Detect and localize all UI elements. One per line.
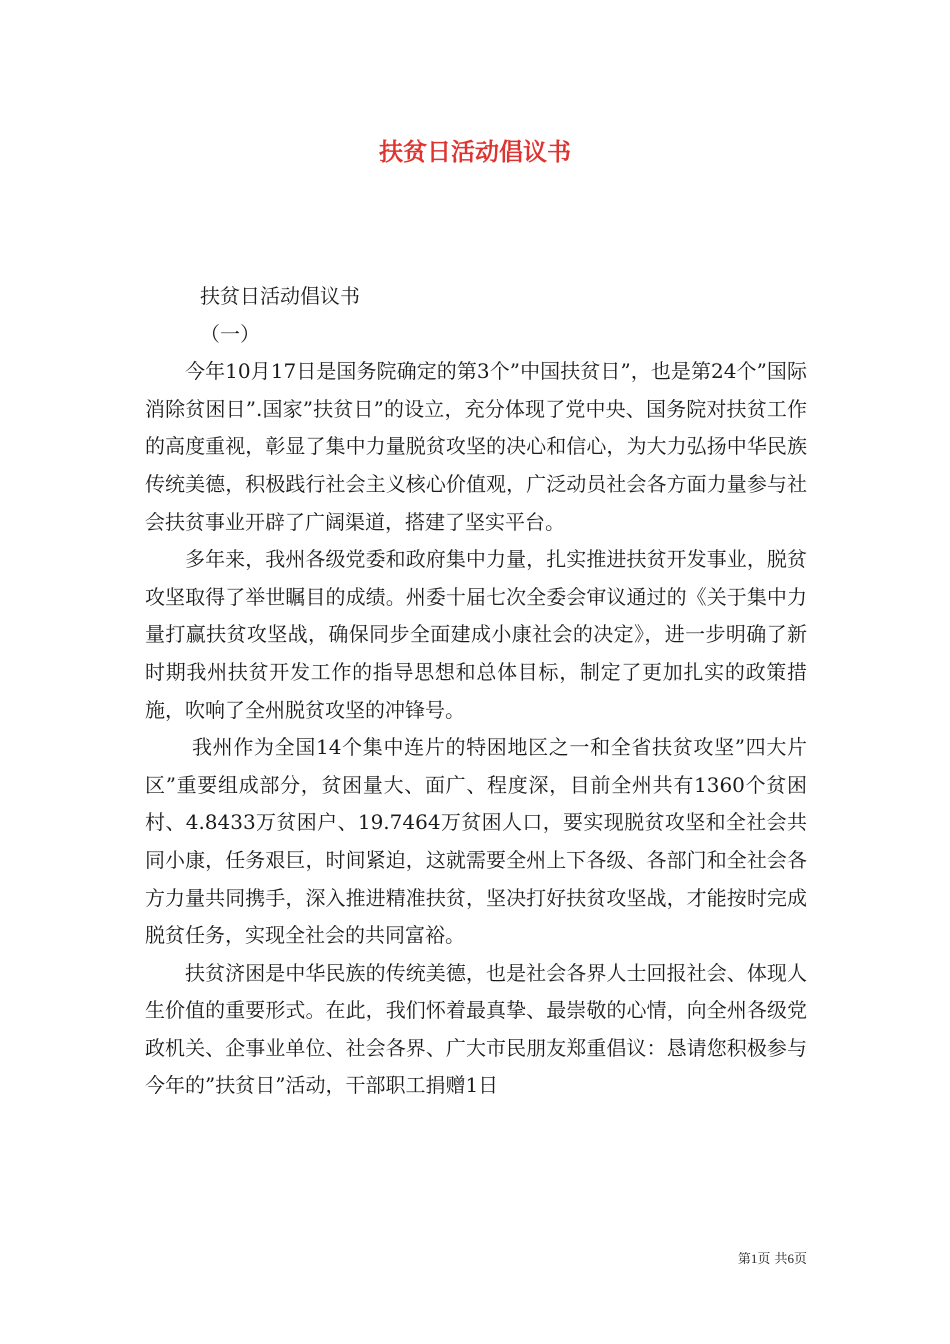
page-number-footer: [738, 1248, 807, 1267]
footer-prefix: 第: [737, 1252, 751, 1267]
paragraph: 我州作为全国14个集中连片的特困地区之一和全省扶贫攻坚”四大片区”重要组成部分，贫困量大、面广、程度深，目前全州共有1360个贫困村、4.8433万贫困户、19.7464万贫困人口，要实现脱贫攻坚和全社会共同小康，任务艰巨，时间紧迫，这就需要全州上下各级、各部门和全社会各方力量共同携手，深入推进精准扶贫，坚决打好扶贫攻坚战，才能按时完成脱贫任务，实现全社会的共同富裕。: [145, 735, 807, 948]
paragraph: 今年10月17日是国务院确定的第3个”中国扶贫日”，也是第24个”国际消除贫困日”.国家”扶贫日”的设立，充分体现了党中央、国务院对扶贫工作的高度重视，彰显了集中力量脱贫攻坚的决心和信心，为大力弘扬中华民族传统美德，积极践行社会主义核心价值观，广泛动员社会各方面力量参与社会扶贫事业开辟了广阔渠道，搭建了坚实平台。: [145, 359, 807, 534]
footer-current-page: 1: [750, 1251, 758, 1266]
footer-suffix: 页: [793, 1252, 807, 1267]
footer-middle: 页 共: [757, 1252, 788, 1267]
paragraph: 扶贫济困是中华民族的传统美德，也是社会各界人士回报社会、体现人生价值的重要形式。在此，我们怀着最真挚、最崇敬的心情，向全州各级党政机关、企事业单位、社会各界、广大市民朋友郑重倡议：恳请您积极参与今年的”扶贫日”活动，干部职工捐赠1日: [145, 960, 807, 1098]
document-body: [145, 278, 807, 1105]
page-title: 扶贫日活动倡议书: [379, 137, 571, 166]
section-marker: （一）: [200, 321, 260, 346]
footer-total-pages: 6: [787, 1251, 794, 1266]
document-subtitle: 扶贫日活动倡议书: [200, 284, 360, 308]
paragraph: 多年来，我州各级党委和政府集中力量，扎实推进扶贫开发事业，脱贫攻坚取得了举世瞩目的成绩。州委十届七次全委会审议通过的《关于集中力量打赢扶贫攻坚战，确保同步全面建成小康社会的决定》，进一步明确了新时期我州扶贫开发工作的指导思想和总体目标，制定了更加扎实的政策措施，吹响了全州脱贫攻坚的冲锋号。: [145, 547, 807, 722]
